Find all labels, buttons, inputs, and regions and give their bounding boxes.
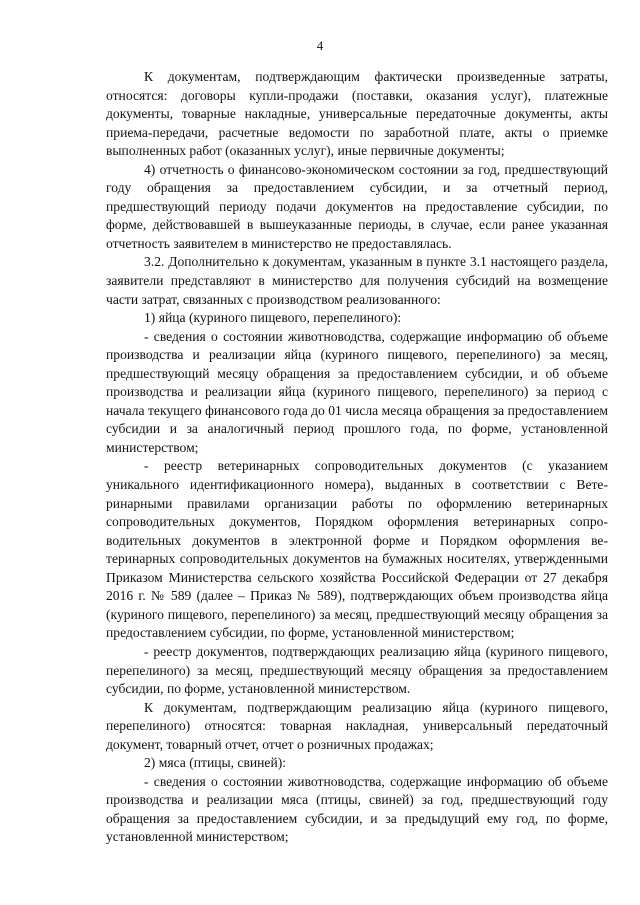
paragraph-item-1-eggs: 1) яйца (куриного пищевого, перепелиного): [144, 310, 402, 326]
paragraph-sales-registry: - реестр документов, подтверждающих реализацию яйца (куриного пищевого, перепелиного) за месяц, предшествующий месяцу обращения за предоставлением субсидии, по форме, установленной министерством. [106, 643, 608, 697]
paragraph-sales-documents: К документам, подтверждающим реализацию яйца (куриного пищевого, перепелиного) относятся: товарная накладная, универсальный передаточный документ, товарный отчет, отчет о розничных продажах; [106, 699, 608, 752]
paragraph-item-4-reporting: 4) отчетность о финансово-экономическом состоянии за год, предшествующий году обращения за предоставлением субсидии, и за отчетный период, предшествующий периоду подачи документов на предоставление субсидии, по форме, действовавшей в вышеуказанные периоды, в случае, если ранее указанная отчетность заявителем в министерство не предоставлялась. [106, 161, 608, 251]
document-body [106, 68, 608, 847]
paragraph-section-3-2: 3.2. Дополнительно к документам, указанным в пункте 3.1 настоящего раздела, заявители представляют в министерство для получения субсидий на возмещение части затрат, связанных с производством реализованного: [106, 254, 608, 307]
paragraph-livestock-info-meat: - сведения о состоянии животноводства, содержащие информацию об объеме производства и реализации мяса (птицы, свиней) за год, предшествующий году обращения за предоставлением субсидии, и за предыдущий ему год, по форме, установленной министерством; [106, 773, 608, 845]
paragraph-livestock-info-eggs: - сведения о состоянии животноводства, содержащие информацию об объеме производства и реализации яйца (куриного пищевого, перепелиного) за месяц, предшествующий месяцу обращения за предоставлением субсидии, и об объеме производства и реализации яйца (куриного пищевого, перепелиного) за период с начала текущего финансового года до 01 числа месяца обращения за предоставлением субсидии и за аналогичный период прошлого года, по форме, установленной министерством; [106, 328, 608, 455]
paragraph-item-2-meat: 2) мяса (птицы, свиней): [144, 755, 287, 771]
paragraph-veterinary-registry: - реестр ветеринарных сопроводительных документов (с указанием уникального идентификационного номера), выданных в соответствии с Ветеринарными правилами организации работы по оформлению ветеринарных сопроводительных документов, Порядком оформления ветеринарных сопроводительных документов в электронной форме и Порядком оформления ветеринарных сопроводительных документов на бумажных носителях, утвержденными Приказом Министерства сельского хозяйства Российской Федерации от 27 декабря 2016 г. № 589 (далее – Приказ № 589), подтверждающих объем производства яйца (куриного пищевого, перепелиного) за месяц, предшествующий месяцу обращения за предоставлением субсидии, по форме, установленной министерством; [106, 458, 608, 641]
page-number: 4 [316, 38, 324, 53]
paragraph-confirming-documents: К документам, подтверждающим фактически произведенные затраты, относятся: договоры купли-продажи (поставки, оказания услуг), платежные документы, товарные накладные, универсальные передаточные документы, акты приема-передачи, расчетные ведомости по заработной плате, акты о приемке выполненных работ (оказанных услуг), иные первичные документы; [106, 69, 608, 159]
